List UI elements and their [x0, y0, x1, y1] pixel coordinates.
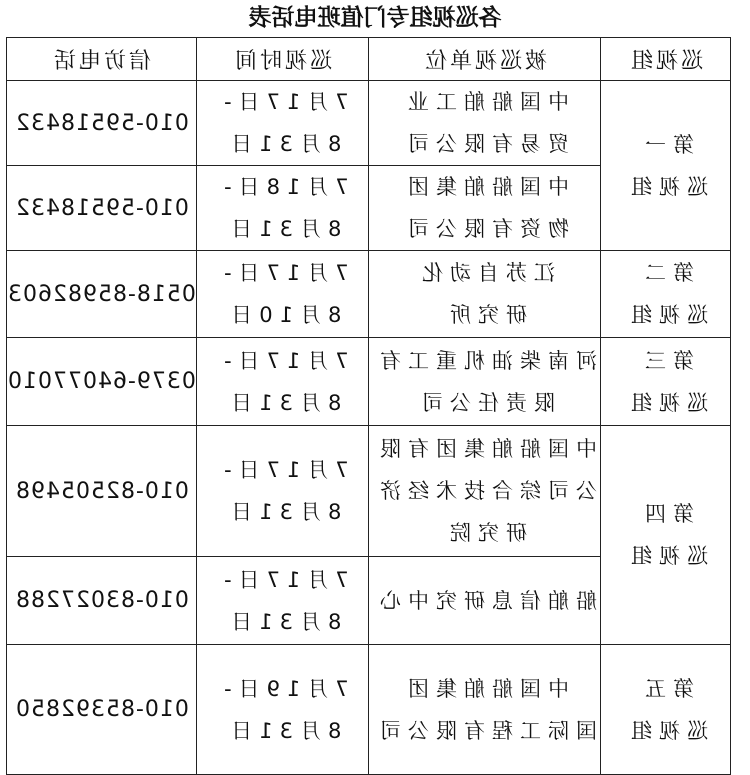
- unit-cell: 河南柴油机重工有 限责任公司: [369, 338, 601, 426]
- group-cell: 第一 巡视组: [601, 81, 731, 251]
- header-unit: 被巡视单位: [369, 38, 601, 81]
- unit-cell: 中国船舶集团 物资有限公司: [369, 166, 601, 251]
- time-cell: 7月17日- 8月31日: [197, 81, 369, 166]
- phone-cell: 010-85392850: [7, 645, 197, 775]
- table-title: 各巡视组专门值班电话表: [248, 5, 502, 31]
- table-row: [7, 645, 731, 775]
- time-cell: 7月17日- 8月31日: [197, 426, 369, 557]
- time-cell: 7月17日- 8月31日: [197, 557, 369, 645]
- phone-cell: 010-83027288: [7, 557, 197, 645]
- group-cell: 第二 巡视组: [601, 251, 731, 338]
- phone-cell: 0379-64077010: [7, 338, 197, 426]
- unit-cell: 中国船舶集团有限 公司综合技术经济 研究院: [369, 426, 601, 557]
- unit-cell: 船舶信息研究中心: [369, 557, 601, 645]
- table-row: [7, 426, 731, 557]
- phone-cell: 010-59518432: [7, 81, 197, 166]
- header-time: 巡视时间: [197, 38, 369, 81]
- group-cell: 第三 巡视组: [601, 338, 731, 426]
- phone-cell: 010-59518432: [7, 166, 197, 251]
- unit-cell: 中国船舶集团 国际工程有限公司: [369, 645, 601, 775]
- group-cell: 第四 巡视组: [601, 426, 731, 645]
- table-row: [7, 338, 731, 426]
- table-row: [7, 81, 731, 166]
- time-cell: 7月19日- 8月31日: [197, 645, 369, 775]
- group-cell: 第五 巡视组: [601, 645, 731, 775]
- header-group: 巡视组: [601, 38, 731, 81]
- header-phone: 信访电话: [7, 38, 197, 81]
- phone-cell: 010-82505498: [7, 426, 197, 557]
- time-cell: 7月17日- 8月10日: [197, 251, 369, 338]
- duty-phone-table: [6, 37, 731, 775]
- unit-cell: 江苏自动化 研究所: [369, 251, 601, 338]
- table-row: [7, 251, 731, 338]
- time-cell: 7月17日- 8月31日: [197, 338, 369, 426]
- header-row: [7, 38, 731, 81]
- time-cell: 7月18日- 8月31日: [197, 166, 369, 251]
- phone-cell: 0518-85982603: [7, 251, 197, 338]
- unit-cell: 中国船舶工业 贸易有限公司: [369, 81, 601, 166]
